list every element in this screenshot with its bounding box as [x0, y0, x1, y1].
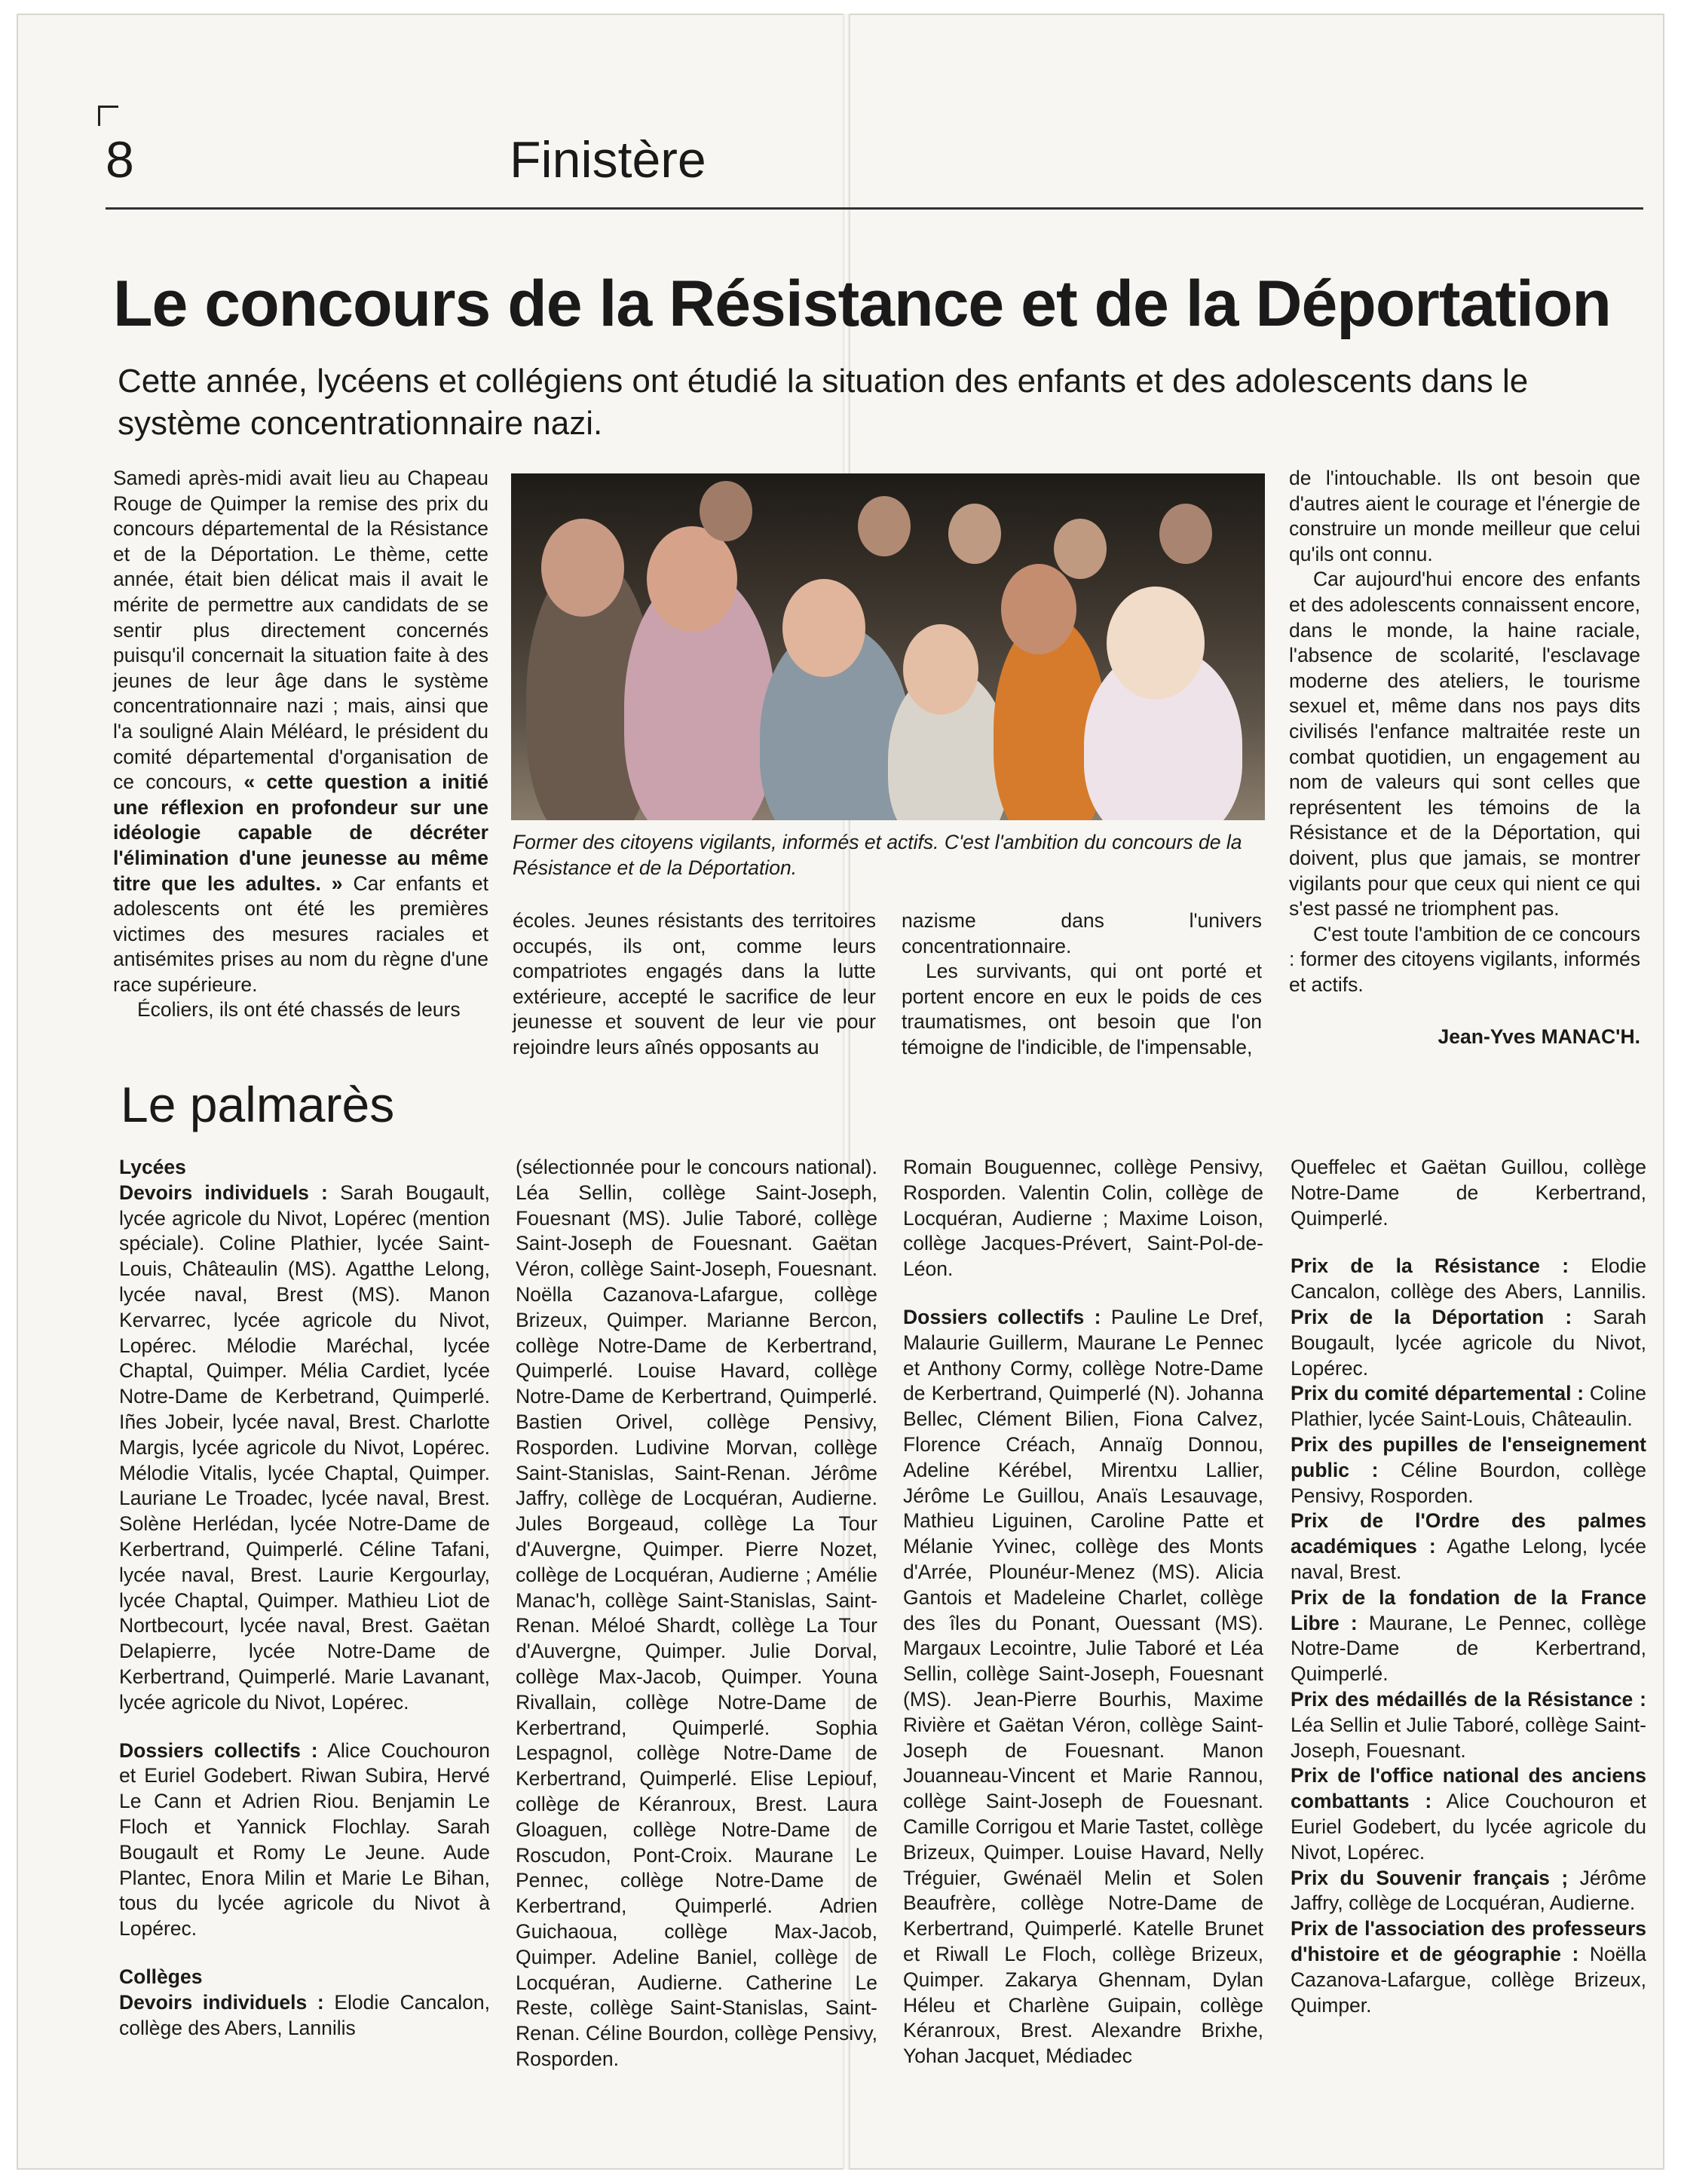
palmares-heading-colleges: Collèges	[119, 1965, 203, 1988]
page-number: 8	[106, 131, 134, 188]
section-name: Finistère	[510, 131, 706, 188]
palmares-title: Le palmarès	[121, 1077, 395, 1132]
palmares-column-4: Queffelec et Gaëtan Guillou, collège Notre-Dame de Kerbertrand, Quimperlé. Prix de la Résistance : Elodie Cancalon, collège des Abers, Lannilis. Prix de la Déportation : Sarah Bougault, lycée agricole du Nivot, Lopérec. Prix du comité départemental : Coline Plathier, lycée Saint-Louis, Châteaulin. Prix des pupilles de l'enseignement public : Céline Bourdon, collège Pensivy, Rosporden. Prix de l'Ordre des palmes académiques : Agathe Lelong, lycée naval, Brest. Prix de la fondation de la France Libre : Maurane, Le Pennec, collège Notre-Dame de Kerbertrand, Quimperlé. Prix des médaillés de la Résistance : Léa Sellin et Julie Taboré, collège Saint-Joseph, Fouesnant. Prix de l'office national des anciens combattants : Alice Couchouron et Euriel Godebert, du lycée agricole du Nivot, Lopérec. Prix du Souvenir français ; Jérôme Jaffry, collège de Locquéran, Audierne. Prix de l'association des professeurs d'histoire et de géographie : Noëlla Cazanova-Lafargue, collège Brizeux, Quimper.	[1291, 1155, 1646, 2018]
article-signature: Jean-Yves MANAC'H.	[1438, 1025, 1640, 1048]
prize-aphg: Prix de l'association des professeurs d'histoire et de géographie : Noëlla Cazanova-Lafargue, collège Brizeux, Quimper.	[1291, 1917, 1646, 2017]
article-paragraph: Les survivants, qui ont porté et portent encore en eux le poids de ces traumatismes, ont besoin que l'on témoigne de l'indicible, de l'impensable,	[902, 960, 1262, 1058]
article-column-1	[113, 466, 488, 1023]
palmares-column-2: (sélectionnée pour le concours national). Léa Sellin, collège Saint-Joseph, Fouesnant (MS). Julie Taboré, collège Saint-Joseph de Fouesnant. Gaëtan Véron, collège Saint-Joseph, Fouesnant. Noëlla Cazanova-Lafargue, collège Brizeux, Quimper. Marianne Bercon, collège Notre-Dame de Kerbertrand, Quimperlé. Louise Havard, collège Notre-Dame de Kerbertrand, Quimperlé. Bastien Orivel, collège Pensivy, Rosporden. Ludivine Morvan, collège Saint-Stanislas, Saint-Renan. Jérôme Jaffry, collège de Locquéran, Audierne. Jules Borgeaud, collège La Tour d'Auvergne, Quimper. Pierre Nozet, collège de Locquéran, Audierne ; Amélie Manac'h, collège Saint-Stanislas, Saint-Renan. Méloé Shardt, collège La Tour d'Auvergne, Quimper. Julie Dorval, collège Max-Jacob, Quimper. Youna Rivallain, collège Notre-Dame de Kerbertrand, Quimperlé. Sophia Lespagnol, collège Notre-Dame de Kerbertrand, Quimperlé. Elise Lepiouf, collège de Kéranroux, Brest. Laura Gloaguen, collège Notre-Dame de Roscudon, Pont-Croix. Maurane Le Pennec, collège Notre-Dame de Kerbertrand, Quimperlé. Adrien Guichaoua, collège Max-Jacob, Quimper. Adeline Baniel, collège de Locquéran, Audierne. Catherine Le Reste, collège Saint-Stanislas, Saint-Renan. Céline Bourdon, collège Pensivy, Rosporden.	[516, 1156, 877, 2070]
palmares-column-1: Lycées Devoirs individuels : Sarah Bougault, lycée agricole du Nivot, Lopérec (mention spéciale). Coline Plathier, lycée Saint-Louis, Châteaulin (MS). Agatthe Lelong, lycée naval, Brest (MS). Manon Kervarrec, lycée agricole du Nivot, Lopérec. Mélodie Maréchal, lycée Chaptal, Quimper. Mélia Cardiet, lycée Notre-Dame de Kerbetrand, Quimperlé. Iñes Jobeir, lycée naval, Brest. Charlotte Margis, lycée agricole du Nivot, Lopérec. Mélodie Vitalis, lycée Chaptal, Quimper. Lauriane Le Troadec, lycée naval, Brest. Solène Herlédan, lycée Notre-Dame de Kerbertrand, Quimperlé. Céline Tafani, lycée naval, Brest. Laurie Kergourlay, lycée Chaptal, Quimper. Mathieu Liot de Nortbecourt, lycée naval, Brest. Gaëtan Delapierre, lycée Notre-Dame de Kerbertrand, Quimperlé. Marie Lavanant, lycée agricole du Nivot, Lopérec. Dossiers collectifs : Alice Couchouron et Euriel Godebert. Riwan Subira, Hervé Le Cann et Adrien Riou. Benjamin Le Floch et Yannick Flochlay. Sarah Bougault et Romy Le Jeune. Aude Plantec, Enora Milin et Marie Le Bihan, tous du lycée agricole du Nivot à Lopérec. Collèges Devoirs individuels : Elodie Cancalon, collège des Abers, Lannilis	[119, 1156, 490, 2039]
prize-resistance: Prix de la Résistance : Elodie Cancalon, collège des Abers, Lannilis. Prix de la Déportation : Sarah Bougault, lycée agricole du Nivot, Lopérec.	[1291, 1254, 1647, 1380]
article-paragraph: Car aujourd'hui encore des enfants et des adolescents connaissent encore, dans le monde, la haine raciale, l'absence de scolarité, l'esclavage moderne des ateliers, le tourisme sexuel et, même dans nos pays dits civilisés l'enfance maltraitée reste un combat quotidien, un engagement au nom de valeurs qui sont celles que représentent les témoins de la Résistance et de la Déportation, qui doivent, plus que jamais, se montrer vigilants pour que ceux qui nient ce qui s'est passé ne triomphent pas.	[1289, 568, 1640, 920]
audience-photo	[511, 473, 1265, 820]
prize-comite: Prix du comité départemental : Coline Plathier, lycée Saint-Louis, Châteaulin.	[1291, 1382, 1646, 1431]
prize-pupilles: Prix des pupilles de l'enseignement public : Céline Bourdon, collège Pensivy, Rosporden.	[1291, 1432, 1647, 1507]
crop-mark	[98, 106, 118, 126]
article-paragraph: Samedi après-midi avait lieu au Chapeau Rouge de Quimper la remise des prix du concours départemental de la Résistance et de la Déportation. Le thème, cette année, était bien délicat mais il avait le mérite de permettre aux candidats de se sentir plus directement concernés puisqu'il concernait la situation faite à des jeunes de leur âge dans le système concentrationnaire nazi ; mais, ainsi que l'a souligné Alain Méléard, le président du comité départemental d'organisation de ce concours, « cette question a initié une réflexion en profondeur sur une idéologie capable de décréter l'élimination d'une jeunesse au même titre que les adultes. » Car enfants et adolescents ont été les premières victimes des mesures raciales et antisémites prises au nom du règne d'une race supérieure.	[113, 467, 488, 996]
prize-onac: Prix de l'office national des anciens combattants : Alice Couchouron et Euriel Godebert, du lycée agricole du Nivot, Lopérec.	[1291, 1764, 1646, 1864]
article-paragraph: écoles. Jeunes résistants des territoires occupés, ils ont, comme leurs compatriotes engagés dans la lutte extérieure, accepté le sacrifice de leur jeunesse et souvent de leur vie pour rejoindre leurs aînés opposants au	[513, 909, 876, 1058]
article-paragraph: C'est toute l'ambition de ce concours : former des citoyens vigilants, informés et actifs.	[1289, 922, 1640, 996]
prize-france-libre: Prix de la fondation de la France Libre : Maurane, Le Pennec, collège Notre-Dame de Kerbertrand, Quimperlé.	[1291, 1585, 1646, 1686]
article-paragraph: de l'intouchable. Ils ont besoin que d'autres aient le courage et l'énergie de construire un monde meilleur que celui qu'ils ont connu.	[1289, 467, 1640, 565]
palmares-heading-lycees: Lycées	[119, 1156, 186, 1178]
article-paragraph: Écoliers, ils ont été chassés de leurs	[137, 998, 461, 1022]
article-column-4	[1289, 466, 1640, 997]
prize-souvenir: Prix du Souvenir français ; Jérôme Jaffry, collège de Locquéran, Audierne.	[1291, 1866, 1646, 1915]
article-paragraph: nazisme dans l'univers concentrationnaire.	[902, 909, 1262, 957]
palmares-column-3: Romain Bouguennec, collège Pensivy, Rosporden. Valentin Colin, collège de Locquéran, Audierne ; Maxime Loison, collège Jacques-Prévert, Saint-Pol-de-Léon. Dossiers collectifs : Pauline Le Dref, Malaurie Guillerm, Maurane Le Pennec et Anthony Cormy, collège Notre-Dame de Kerbertrand, Quimperlé (N). Johanna Bellec, Clément Bilien, Fiona Calvez, Florence Créach, Annaïg Donnou, Adeline Kérébel, Mirentxu Lallier, Jérôme Le Guillou, Anaïs Lesauvage, Mathieu Liguinen, Caroline Patte et Mélanie Yvinec, collège des Monts d'Arrée, Plounéur-Menez (MS). Alicia Gantois et Madeleine Charlet, collège des îles du Ponant, Ouessant (MS). Margaux Lecointre, Julie Taboré et Léa Sellin, collège Saint-Joseph, Fouesnant (MS). Jean-Pierre Bourhis, Maxime Rivière et Gaëtan Véron, collège Saint-Joseph de Fouesnant. Manon Jouanneau-Vincent et Marie Rannou, collège Saint-Joseph de Fouesnant. Camille Corrigou et Marie Tastet, collège Brizeux, Quimper. Louise Havard, Nelly Tréguier, Gwénaël Melin et Solen Beaufrère, collège Notre-Dame de Kerbertrand, Quimperlé. Katelle Brunet et Riwall Le Floch, collège Brizeux, Quimper. Zakarya Ghennam, Dylan Héleu et Charlène Guipain, collège Kéranroux, Brest. Alexandre Brixhe, Yohan Jacquet, Médiadec	[903, 1156, 1263, 2068]
prize-medailles: Prix des médaillés de la Résistance : Léa Sellin et Julie Taboré, collège Saint-Joseph, Fouesnant.	[1291, 1687, 1646, 1762]
article-quote: « cette question a initié une réflexion en profondeur sur une idéologie capable de décréter l'élimination d'une jeunesse au même titre que les adultes. »	[113, 770, 488, 895]
photo-caption: Former des citoyens vigilants, informés et actifs. C'est l'ambition du concours de la Résistance et de la Déportation.	[513, 831, 1242, 879]
prize-palmes: Prix de l'Ordre des palmes académiques : Agathe Lelong, lycée naval, Brest.	[1291, 1509, 1647, 1583]
article-column-2	[513, 908, 876, 1061]
article-headline: Le concours de la Résistance et de la Déportation	[113, 268, 1611, 340]
article-subhead: Cette année, lycéens et collégiens ont étudié la situation des enfants et des adolescents dans le système concentrationnaire nazi.	[118, 363, 1529, 442]
article-column-3	[902, 908, 1262, 1061]
header-rule	[106, 207, 1643, 210]
